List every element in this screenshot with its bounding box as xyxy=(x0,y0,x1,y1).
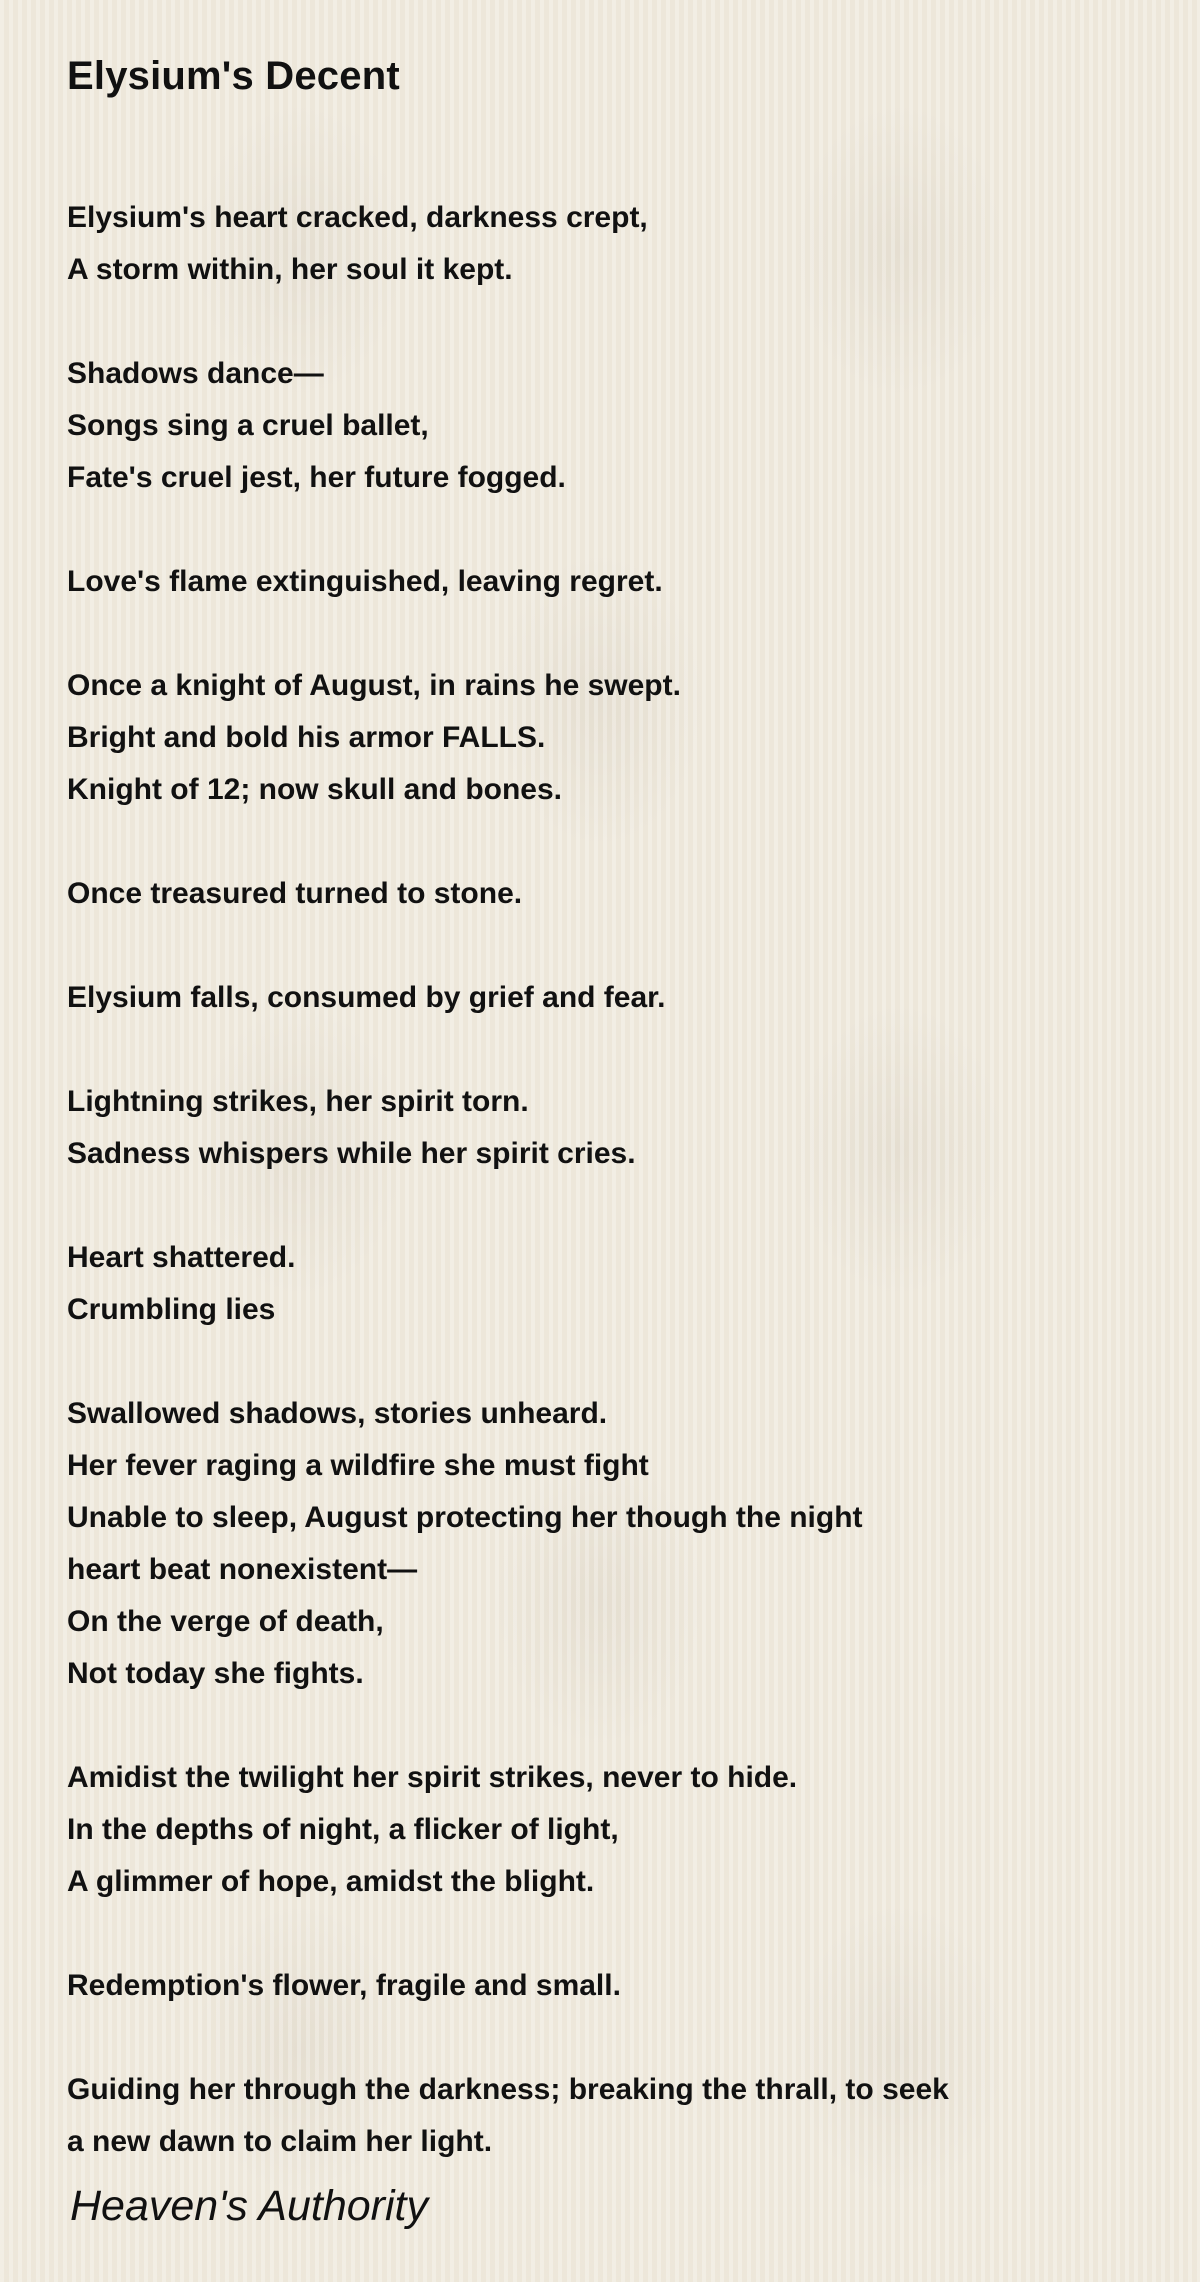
poem-line: In the depths of night, a flicker of light, xyxy=(67,1813,619,1846)
poem-line: Elysium's heart cracked, darkness crept, xyxy=(67,201,648,234)
poem-line: Elysium falls, consumed by grief and fear. xyxy=(67,981,666,1014)
poem-line: A glimmer of hope, amidst the blight. xyxy=(67,1865,595,1898)
poem-title: Elysium's Decent xyxy=(67,54,400,98)
poem-line: Amidist the twilight her spirit strikes, never to hide. xyxy=(67,1761,798,1794)
poem-stanza xyxy=(67,556,1167,608)
poem-line: heart beat nonexistent— xyxy=(67,1553,418,1586)
poem-line: Bright and bold his armor FALLS. xyxy=(67,721,546,754)
poem-stanza xyxy=(67,2064,1167,2168)
poem-line: Not today she fights. xyxy=(67,1657,364,1690)
poem-body xyxy=(67,192,1167,2168)
poem-stanza xyxy=(67,1232,1167,1336)
poem-line: Songs sing a cruel ballet, xyxy=(67,409,429,442)
poem-line: a new dawn to claim her light. xyxy=(67,2125,493,2158)
poem-line: Crumbling lies xyxy=(67,1293,276,1326)
poem-line: Swallowed shadows, stories unheard. xyxy=(67,1397,608,1430)
poem-stanza xyxy=(67,1752,1167,1908)
poem-stanza xyxy=(67,972,1167,1024)
poem-line: Her fever raging a wildfire she must fight xyxy=(67,1449,649,1482)
poem-stanza xyxy=(67,192,1167,296)
poem-line: Once treasured turned to stone. xyxy=(67,877,523,910)
poem-line: Fate's cruel jest, her future fogged. xyxy=(67,461,566,494)
poem-stanza xyxy=(67,1960,1167,2012)
poem-line: Shadows dance— xyxy=(67,357,324,390)
poem-line: Sadness whispers while her spirit cries. xyxy=(67,1137,636,1170)
poem-stanza xyxy=(67,660,1167,816)
poem-line: Redemption's flower, fragile and small. xyxy=(67,1969,621,2002)
poem-stanza xyxy=(67,868,1167,920)
poem-line: Heart shattered. xyxy=(67,1241,296,1274)
poem-line: Guiding her through the darkness; breaking the thrall, to seek xyxy=(67,2073,949,2106)
poem-card xyxy=(67,44,1167,2220)
poem-stanza xyxy=(67,1388,1167,1700)
poem-stanza xyxy=(67,348,1167,504)
poem-line: A storm within, her soul it kept. xyxy=(67,253,513,286)
poem-line: Once a knight of August, in rains he swept. xyxy=(67,669,681,702)
poem-line: Love's flame extinguished, leaving regret. xyxy=(67,565,663,598)
poem-line: Unable to sleep, August protecting her though the night xyxy=(67,1501,863,1534)
poem-author[interactable]: Heaven's Authority xyxy=(70,2182,428,2230)
poem-stanza xyxy=(67,1076,1167,1180)
poem-line: Knight of 12; now skull and bones. xyxy=(67,773,563,806)
poem-line: Lightning strikes, her spirit torn. xyxy=(67,1085,529,1118)
poem-line: On the verge of death, xyxy=(67,1605,384,1638)
